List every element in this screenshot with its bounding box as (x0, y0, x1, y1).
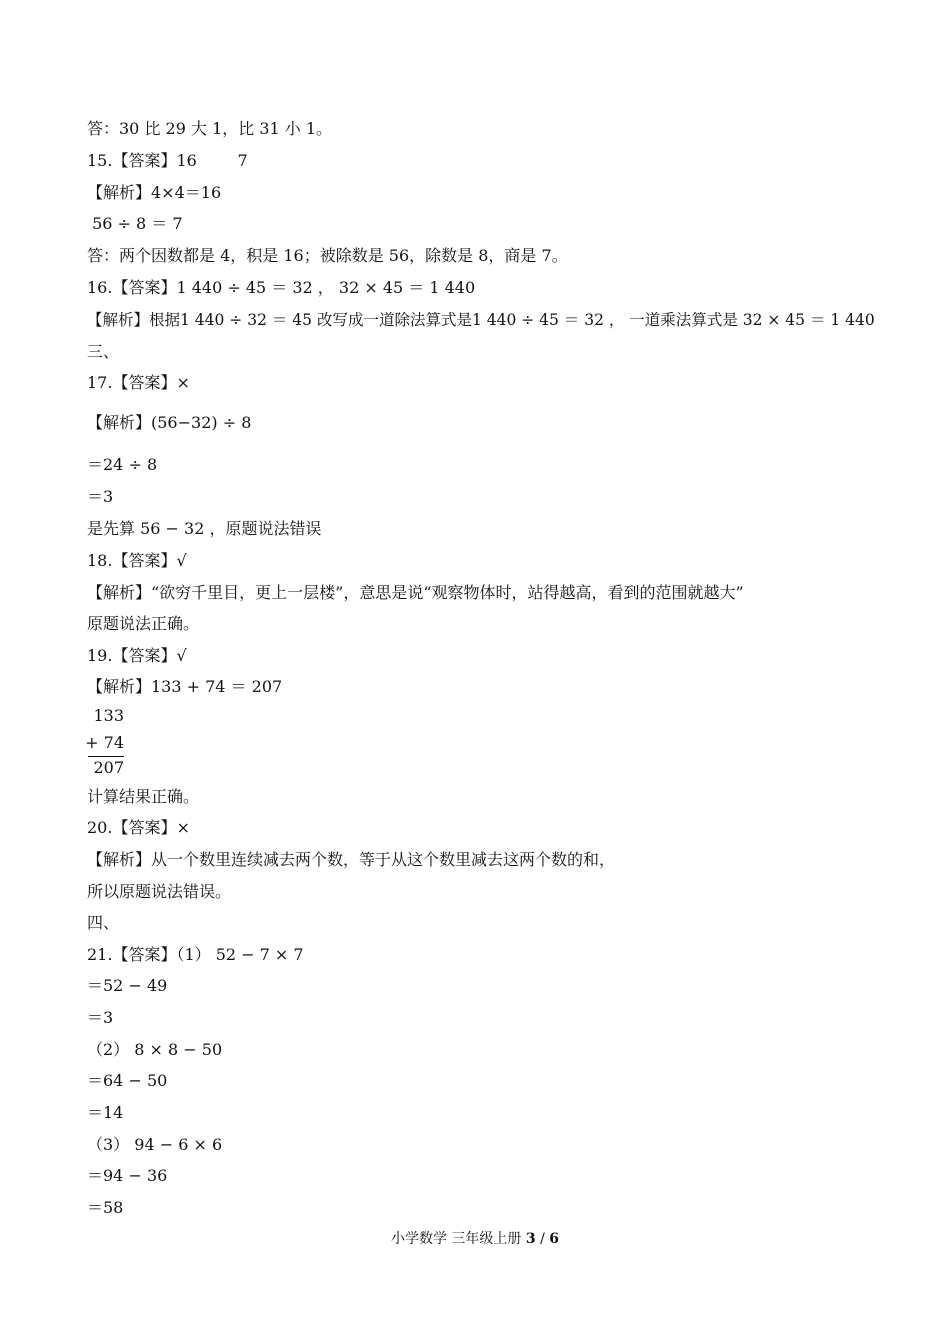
footer-subject: 小学数学 三年级上册 (390, 1231, 526, 1247)
sum-result: 207 (93, 758, 124, 777)
section-heading-4: 四、 (87, 913, 120, 932)
analysis-20: 【解析】从一个数里连续减去两个数，等于从这个数里减去这两个数的和， (87, 850, 616, 869)
text-line: 所以原题说法错误。 (87, 882, 232, 901)
page-footer (0, 1230, 950, 1248)
text-line: （2） 8 × 8 − 50 (87, 1040, 223, 1059)
analysis-16: 【解析】根据1 440 ÷ 32 ＝ 45 改写成一道除法算式是1 440 ÷ 45 ＝ 32 ， 一道乘法算式是 32 × 45 ＝ 1 440 (87, 311, 875, 329)
text-line: 是先算 56 − 32 ，原题说法错误 (87, 519, 322, 538)
answer-19: 19.【答案】√ (87, 646, 187, 665)
answer-20: 20.【答案】× (87, 818, 190, 837)
answer-16: 16.【答案】1 440 ÷ 45 ＝ 32 ， 32 × 45 ＝ 1 440 (87, 278, 476, 297)
vertical-addition (85, 706, 128, 778)
text-line: （3） 94 − 6 × 6 (87, 1135, 223, 1154)
text-line: ＝3 (87, 487, 114, 506)
addend-bottom: + 74 (85, 733, 124, 752)
answer-18: 18.【答案】√ (87, 551, 187, 570)
answer-15: 15.【答案】16 7 (87, 151, 248, 170)
text-line: 答：两个因数都是 4，积是 16；被除数是 56，除数是 8，商是 7。 (87, 246, 568, 265)
analysis-17: 【解析】(56−32) ÷ 8 (87, 413, 252, 432)
footer-page-sep: / (535, 1231, 550, 1247)
sum-rule (88, 756, 124, 757)
answer-21: 21.【答案】（1） 52 − 7 × 7 (87, 945, 304, 964)
text-line: ＝3 (87, 1008, 114, 1027)
section-heading-3: 三、 (87, 342, 120, 361)
analysis-15: 【解析】4×4＝16 (87, 183, 222, 202)
text-line: 计算结果正确。 (87, 787, 200, 806)
text-line: 原题说法正确。 (87, 614, 200, 633)
analysis-19: 【解析】133 + 74 ＝ 207 (87, 677, 283, 696)
text-line: ＝24 ÷ 8 (87, 455, 158, 474)
footer-page-total: 6 (549, 1231, 560, 1247)
text-line: ＝14 (87, 1103, 124, 1122)
footer-page-current: 3 (525, 1231, 536, 1247)
addend-top: 133 (93, 706, 124, 725)
text-line: ＝94 − 36 (87, 1166, 168, 1185)
answer-17: 17.【答案】× (87, 373, 190, 392)
analysis-18: 【解析】“欲穷千里目，更上一层楼”，意思是说“观察物体时，站得越高，看到的范围就越大” (87, 583, 744, 602)
text-line: 56 ÷ 8 ＝ 7 (87, 214, 183, 233)
text-line: ＝58 (87, 1198, 124, 1217)
text-line: 答：30 比 29 大 1，比 31 小 1。 (87, 119, 333, 138)
text-line: ＝52 − 49 (87, 976, 168, 995)
text-line: ＝64 − 50 (87, 1071, 168, 1090)
